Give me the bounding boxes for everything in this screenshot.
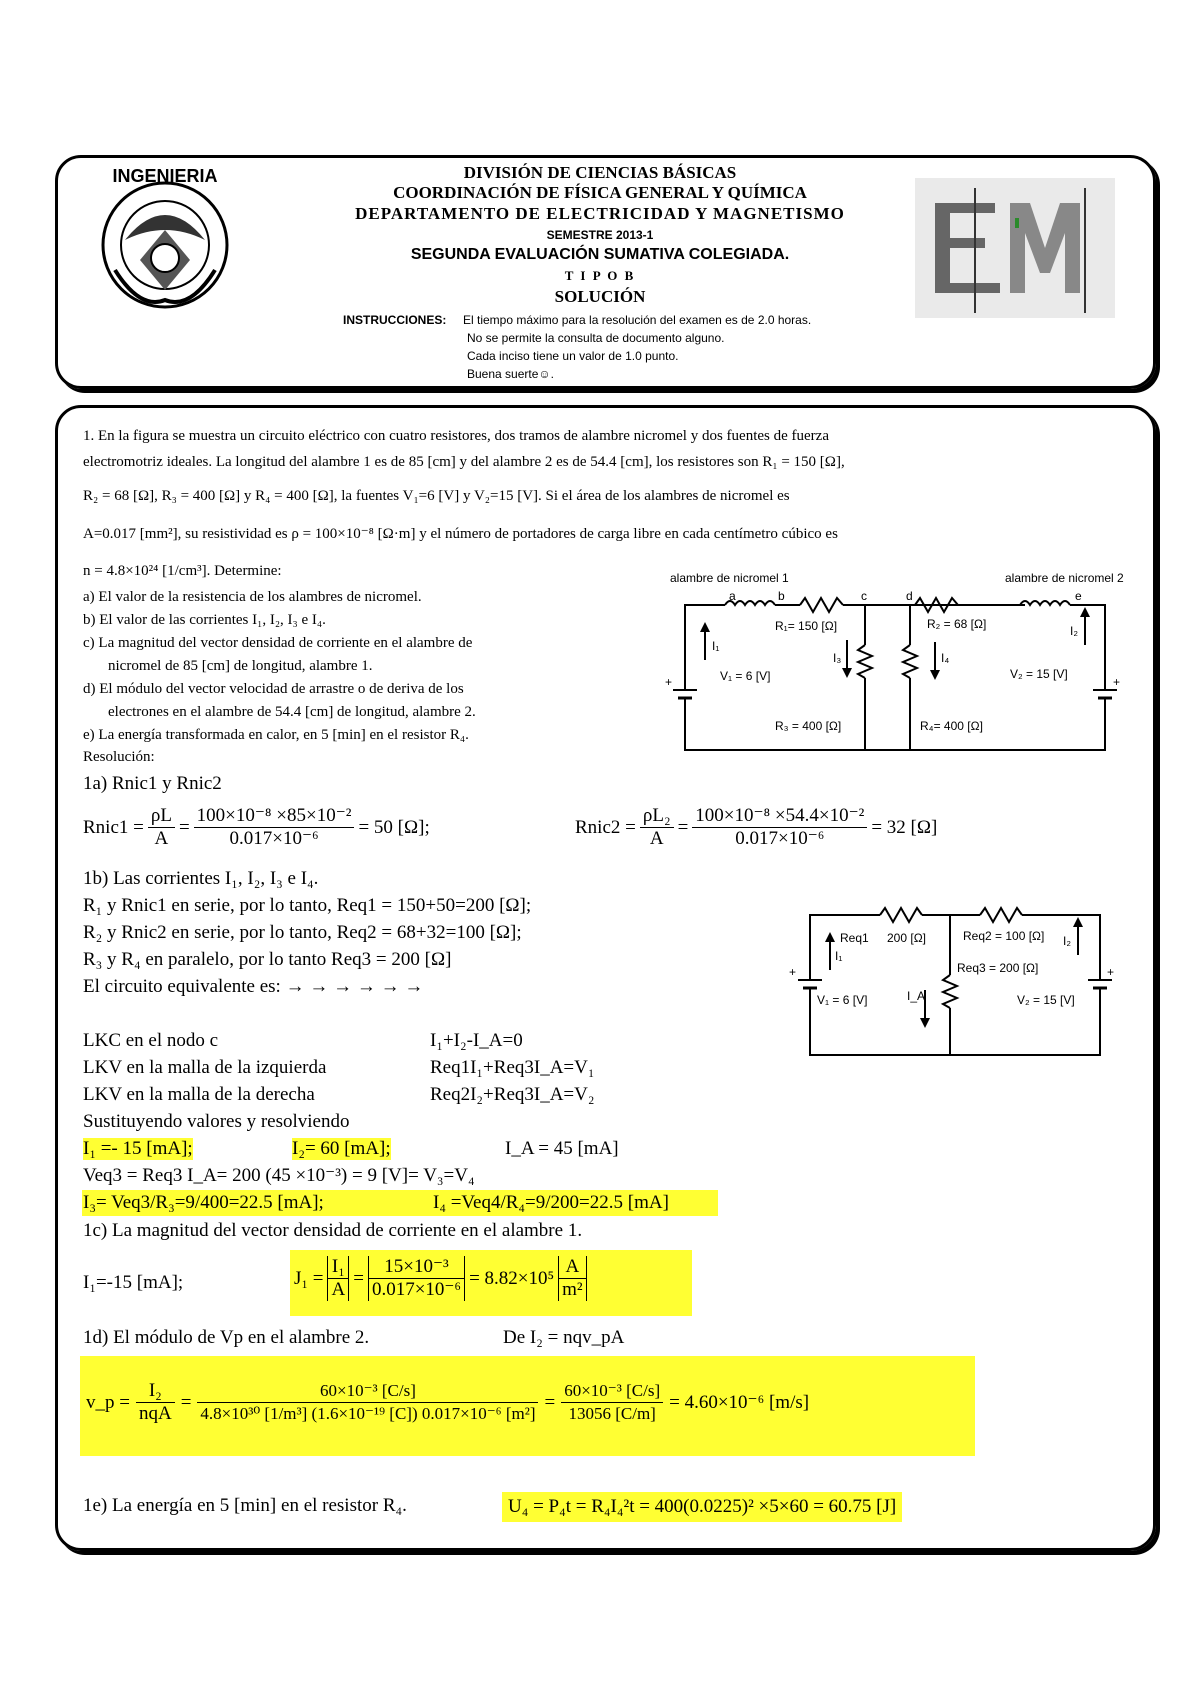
- label-i3: I₃: [833, 651, 842, 665]
- unam-engineering-logo: [85, 160, 245, 320]
- lkc-equation: I₁+I₂-I_A=0: [430, 1030, 523, 1051]
- label-eq-v1: V₁ = 6 [V]: [817, 993, 868, 1007]
- plus-v2: +: [1113, 675, 1121, 689]
- substitution-text: Sustituyendo valores y resolviendo: [83, 1111, 350, 1132]
- header-type: T I P O B: [564, 268, 636, 283]
- header-department: DEPARTAMENTO DE ELECTRICIDAD Y MAGNETISMO: [355, 204, 845, 223]
- energy-equation: U₄ = P₄t = R₄I₄²t = 400(0.0225)² ×5×60 = 60.75 [J]: [502, 1492, 902, 1522]
- equivalent-circuit-text: El circuito equivalente es: → → → → → →: [83, 976, 424, 997]
- fraction-vp-simplified: $\frac{\text{60×10⁻³ [C/s]}}{13056 [C/m]}$: [561, 1380, 663, 1425]
- node-a: a: [729, 589, 736, 603]
- equivalent-circuit-diagram: [785, 900, 1125, 1070]
- label-i1: I₁: [712, 639, 720, 653]
- part-a-title: 1a) Rnic1 y Rnic2: [83, 773, 222, 794]
- header-semester: SEMESTRE 2013-1: [546, 228, 654, 242]
- question-d-line-1: d) El módulo del vector velocidad de arrastre o de deriva de los: [83, 681, 464, 697]
- label-eq-ia: I_A: [907, 989, 926, 1003]
- label-req1-value: 200 [Ω]: [887, 931, 926, 945]
- circuit-diagram-1: [665, 570, 1125, 765]
- instructions-line-3: Cada inciso tiene un valor de 1.0 punto.: [467, 349, 679, 363]
- question-a: a) El valor de la resistencia de los alambres de nicromel.: [83, 589, 422, 605]
- label-wire-1: alambre de nicromel 1: [670, 571, 789, 585]
- fraction-i1-a: $\frac{\text{I₁}}{A}$: [327, 1256, 349, 1301]
- veq3-equation: Veq3 = Req3 I_A= 200 (45 ×10⁻³) = 9 [V]= V₃=V₄: [83, 1165, 475, 1186]
- logo-text: INGENIERIA: [112, 166, 218, 186]
- result-i1: I₁ =- 15 [mA];: [83, 1138, 193, 1159]
- fraction-i2-nqa: $\frac{\text{I₂}}{\text{nqA}}$: [136, 1380, 175, 1425]
- node-b: b: [778, 589, 785, 603]
- problem-line-3: R₂ = 68 [Ω], R₃ = 400 [Ω] y R₄ = 400 [Ω], la fuentes V₁=6 [V] y V₂=15 [V]. Si el área de los alambres de nicromel es: [83, 488, 790, 504]
- problem-line-2: electromotriz ideales. La longitud del alambre 1 es de 85 [cm] y del alambre 2 es de 54.4 [cm], los resistores son R₁ = 150 [Ω],: [83, 454, 845, 470]
- d-given-relation: De I₂ = nqv_pA: [503, 1327, 625, 1348]
- header-solution: SOLUCIÓN: [554, 287, 646, 306]
- problem-line-4: A=0.017 [mm²], su resistividad es ρ = 100×10⁻⁸ [Ω·m] y el número de portadores de carga libre en cada centímetro cúbico es: [83, 526, 838, 542]
- result-i4: I₄ =Veq4/R₄=9/200=22.5 [mA]: [433, 1192, 669, 1213]
- label-req2: Req2 = 100 [Ω]: [963, 929, 1045, 943]
- plus-eq-v1: +: [789, 965, 797, 979]
- node-e: e: [1075, 589, 1082, 603]
- result-i2: I₂= 60 [mA];: [292, 1138, 391, 1159]
- fraction-rho-l2-a: $\frac{\text{ρL₂}}{A}$: [640, 805, 674, 850]
- rnic2-result: = 32 [Ω]: [871, 816, 938, 838]
- label-req1: Req1: [840, 931, 869, 945]
- result-i3: I₃= Veq3/R₃=9/400=22.5 [mA];: [83, 1192, 324, 1213]
- label-v2: V₂ = 15 [V]: [1010, 667, 1068, 681]
- instructions-line-4: Buena suerte☺.: [467, 367, 554, 381]
- rnic2-lhs: Rnic2 =: [575, 816, 636, 838]
- lkv-right-label: LKV en la malla de la derecha: [83, 1084, 315, 1105]
- part-b-title: 1b) Las corrientes I₁, I₂, I₃ e I₄.: [83, 868, 319, 889]
- question-e: e) La energía transformada en calor, en 5 [min] en el resistor R₄.: [83, 727, 469, 743]
- c-given-i1: I₁=-15 [mA];: [83, 1272, 184, 1293]
- label-eq-i1: I₁: [835, 949, 843, 963]
- part-c-title: 1c) La magnitud del vector densidad de corriente en el alambre 1.: [83, 1220, 583, 1241]
- question-b: b) El valor de las corrientes I₁, I₂, I₃ e I₄.: [83, 612, 326, 628]
- equation-vp: v_p = $\frac{\text{I₂}}{\text{nqA}}$ = $\frac{\text{60×10⁻³ [C/s]}}{\text{4.8×10³⁰ [1/m³] (1.6×10⁻¹⁹ [C]) 0.017×10⁻⁶ [m²]}}$ = $\frac{\text{60×10⁻³ [C/s]}}{13056 [C/m]}$ = 4.60×10⁻⁶ [m/s]: [86, 1380, 810, 1424]
- series-r2: R₂ y Rnic2 en serie, por lo tanto, Req2 = 68+32=100 [Ω];: [83, 922, 522, 943]
- question-c-line-2: nicromel de 85 [cm] de longitud, alambre 1.: [108, 658, 373, 674]
- label-i4: I₄: [941, 651, 950, 665]
- problem-line-5: n = 4.8×10²⁴ [1/cm³]. Determine:: [83, 563, 282, 579]
- resolution-label: Resolución:: [83, 749, 155, 765]
- lkv-left-label: LKV en la malla de la izquierda: [83, 1057, 327, 1078]
- header-coordination: COORDINACIÓN DE FÍSICA GENERAL Y QUÍMICA: [393, 183, 807, 202]
- instructions-line-2: No se permite la consulta de documento alguno.: [467, 331, 725, 345]
- fraction-j1-values: $\frac{\text{15×10⁻³}}{\text{0.017×10⁻⁶}}$: [368, 1256, 465, 1301]
- lkv-left-equation: Req1I₁+Req3I_A=V₁: [430, 1057, 595, 1078]
- lkv-right-equation: Req2I₂+Req3I_A=V₂: [430, 1084, 595, 1105]
- j1-lhs: J₁ =: [294, 1267, 324, 1289]
- fraction-rnic1-values: $\frac{\text{100×10⁻⁸ ×85×10⁻²}}{\text{0.017×10⁻⁶}}$: [194, 805, 355, 850]
- label-r3: R₃ = 400 [Ω]: [775, 719, 842, 733]
- equation-j1: J₁ = $\frac{\text{I₁}}{A}$ = $\frac{\text{15×10⁻³}}{\text{0.017×10⁻⁶}}$ = 8.82×10⁵ $\frac{A}{\text{m²}}$: [294, 1256, 587, 1301]
- label-req3: Req3 = 200 [Ω]: [957, 961, 1039, 975]
- label-r2: R₂ = 68 [Ω]: [927, 617, 987, 631]
- label-wire-2: alambre de nicromel 2: [1005, 571, 1124, 585]
- plus-v1: +: [665, 675, 673, 689]
- node-d: d: [906, 589, 913, 603]
- header-division: DIVISIÓN DE CIENCIAS BÁSICAS: [463, 163, 737, 182]
- vp-result: = 4.60×10⁻⁶ [m/s]: [669, 1391, 810, 1413]
- label-eq-i2: I₂: [1063, 934, 1071, 948]
- label-i2: I₂: [1070, 624, 1078, 638]
- part-d-title: 1d) El módulo de Vp en el alambre 2.: [83, 1327, 370, 1348]
- fraction-rnic2-values: $\frac{\text{100×10⁻⁸ ×54.4×10⁻²}}{\text{0.017×10⁻⁶}}$: [692, 805, 867, 850]
- label-r4: R₄= 400 [Ω]: [920, 719, 983, 733]
- question-c-line-1: c) La magnitud del vector densidad de corriente en el alambre de: [83, 635, 473, 651]
- rnic1-result: = 50 [Ω];: [358, 816, 430, 838]
- label-r1: R₁= 150 [Ω]: [775, 619, 838, 633]
- problem-line-1: 1. En la figura se muestra un circuito eléctrico con cuatro resistores, dos tramos de alambre nicromel y dos fuentes de fuerza: [83, 428, 829, 444]
- fraction-vp-values: $\frac{\text{60×10⁻³ [C/s]}}{\text{4.8×10³⁰ [1/m³] (1.6×10⁻¹⁹ [C]) 0.017×10⁻⁶ [m²]}}$: [197, 1380, 538, 1425]
- lkc-label: LKC en el nodo c: [83, 1030, 219, 1051]
- result-ia: I_A = 45 [mA]: [505, 1138, 619, 1159]
- equation-rnic2: Rnic2 = $\frac{\text{ρL₂}}{A}$ = $\frac{\text{100×10⁻⁸ ×54.4×10⁻²}}{\text{0.017×10⁻⁶}}$ = 32 [Ω]: [575, 805, 938, 849]
- question-d-line-2: electrones en el alambre de 54.4 [cm] de longitud, alambre 2.: [108, 704, 476, 720]
- rnic1-lhs: Rnic1 =: [83, 816, 144, 838]
- label-v1: V₁ = 6 [V]: [720, 669, 771, 683]
- vp-lhs: v_p =: [86, 1391, 130, 1413]
- plus-eq-v2: +: [1107, 965, 1115, 979]
- equation-rnic1: Rnic1 = $\frac{\rho L}{A}$ = $\frac{\text{100×10⁻⁸ ×85×10⁻²}}{\text{0.017×10⁻⁶}}$ = 50 [Ω];: [83, 805, 430, 849]
- parallel-r3-r4: R₃ y R₄ en paralelo, por lo tanto Req3 = 200 [Ω]: [83, 949, 452, 970]
- j1-result: = 8.82×10⁵: [469, 1267, 555, 1289]
- instructions-label: INSTRUCCIONES:: [343, 313, 447, 327]
- label-eq-v2: V₂ = 15 [V]: [1017, 993, 1075, 1007]
- instructions-line-1: El tiempo máximo para la resolución del examen es de 2.0 horas.: [463, 313, 812, 327]
- fraction-rho-l-a: $\frac{\rho L}{A}$: [148, 805, 175, 850]
- header-evaluation: SEGUNDA EVALUACIÓN SUMATIVA COLEGIADA.: [410, 246, 790, 263]
- series-r1: R₁ y Rnic1 en serie, por lo tanto, Req1 = 150+50=200 [Ω];: [83, 895, 532, 916]
- part-e-title: 1e) La energía en 5 [min] en el resistor R₄.: [83, 1495, 407, 1516]
- fraction-j1-unit: $\frac{A}{\text{m²}}$: [558, 1256, 586, 1301]
- node-c: c: [861, 589, 867, 603]
